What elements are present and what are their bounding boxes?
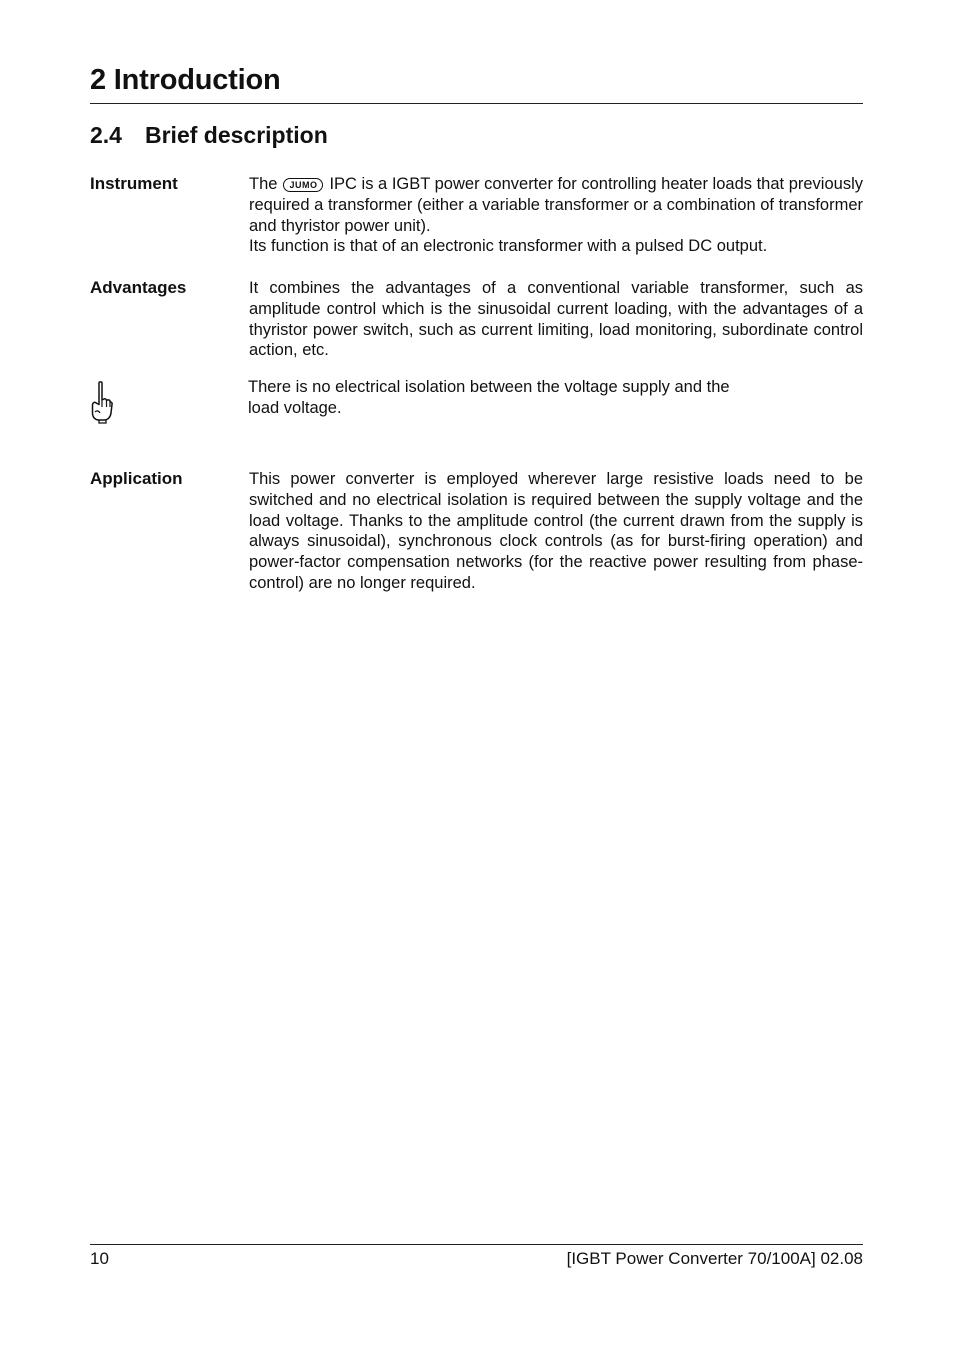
advantages-paragraph: It combines the advantages of a conventional variable transformer, such as amplitude control which is the sinusoidal current loading, with the advantages of a thyristor power switch, such as current limiting, load monitoring, subordinate control action, etc. (249, 279, 863, 360)
advantages-label: Advantages (90, 278, 187, 297)
note-text (248, 377, 808, 419)
chapter-title: 2 Introduction (90, 64, 281, 96)
instrument-text-function: Its function is that of an electronic transformer with a pulsed DC output. (249, 237, 768, 256)
note-line-2: load voltage. (248, 399, 342, 417)
pointing-hand-icon (88, 380, 116, 424)
instrument-text (249, 174, 863, 257)
jumo-logo: JUMO (283, 178, 323, 192)
advantages-text (249, 278, 863, 361)
application-paragraph: This power converter is employed wherever large resistive loads need to be switched and no electrical isolation is required between the supply voltage and the load voltage. Thanks to the amplitude control (the current drawn from the supply is always sinusoidal), synchronous clock controls (as for burst-firing operation) and power-factor compensation networks (for the reactive power resulting from phase-control) are no longer required. (249, 470, 863, 592)
document-info: [IGBT Power Converter 70/100A] 02.08 (566, 1249, 863, 1268)
note-line-1: There is no electrical isolation between the voltage supply and the (248, 378, 730, 396)
chapter-divider (90, 103, 863, 104)
section-heading: Brief description (145, 122, 328, 148)
section-title (90, 122, 328, 149)
instrument-text-main: IPC is a IGBT power converter for controlling heater loads that previously required a transformer (either a variable transformer or a combination of transformer and thyristor power unit). (249, 175, 863, 235)
application-label: Application (90, 469, 183, 488)
page-number: 10 (90, 1249, 109, 1268)
instrument-label: Instrument (90, 174, 178, 193)
application-text (249, 469, 863, 594)
footer-divider (90, 1244, 863, 1245)
section-number: 2.4 (90, 122, 122, 148)
instrument-text-intro: The (249, 175, 278, 193)
